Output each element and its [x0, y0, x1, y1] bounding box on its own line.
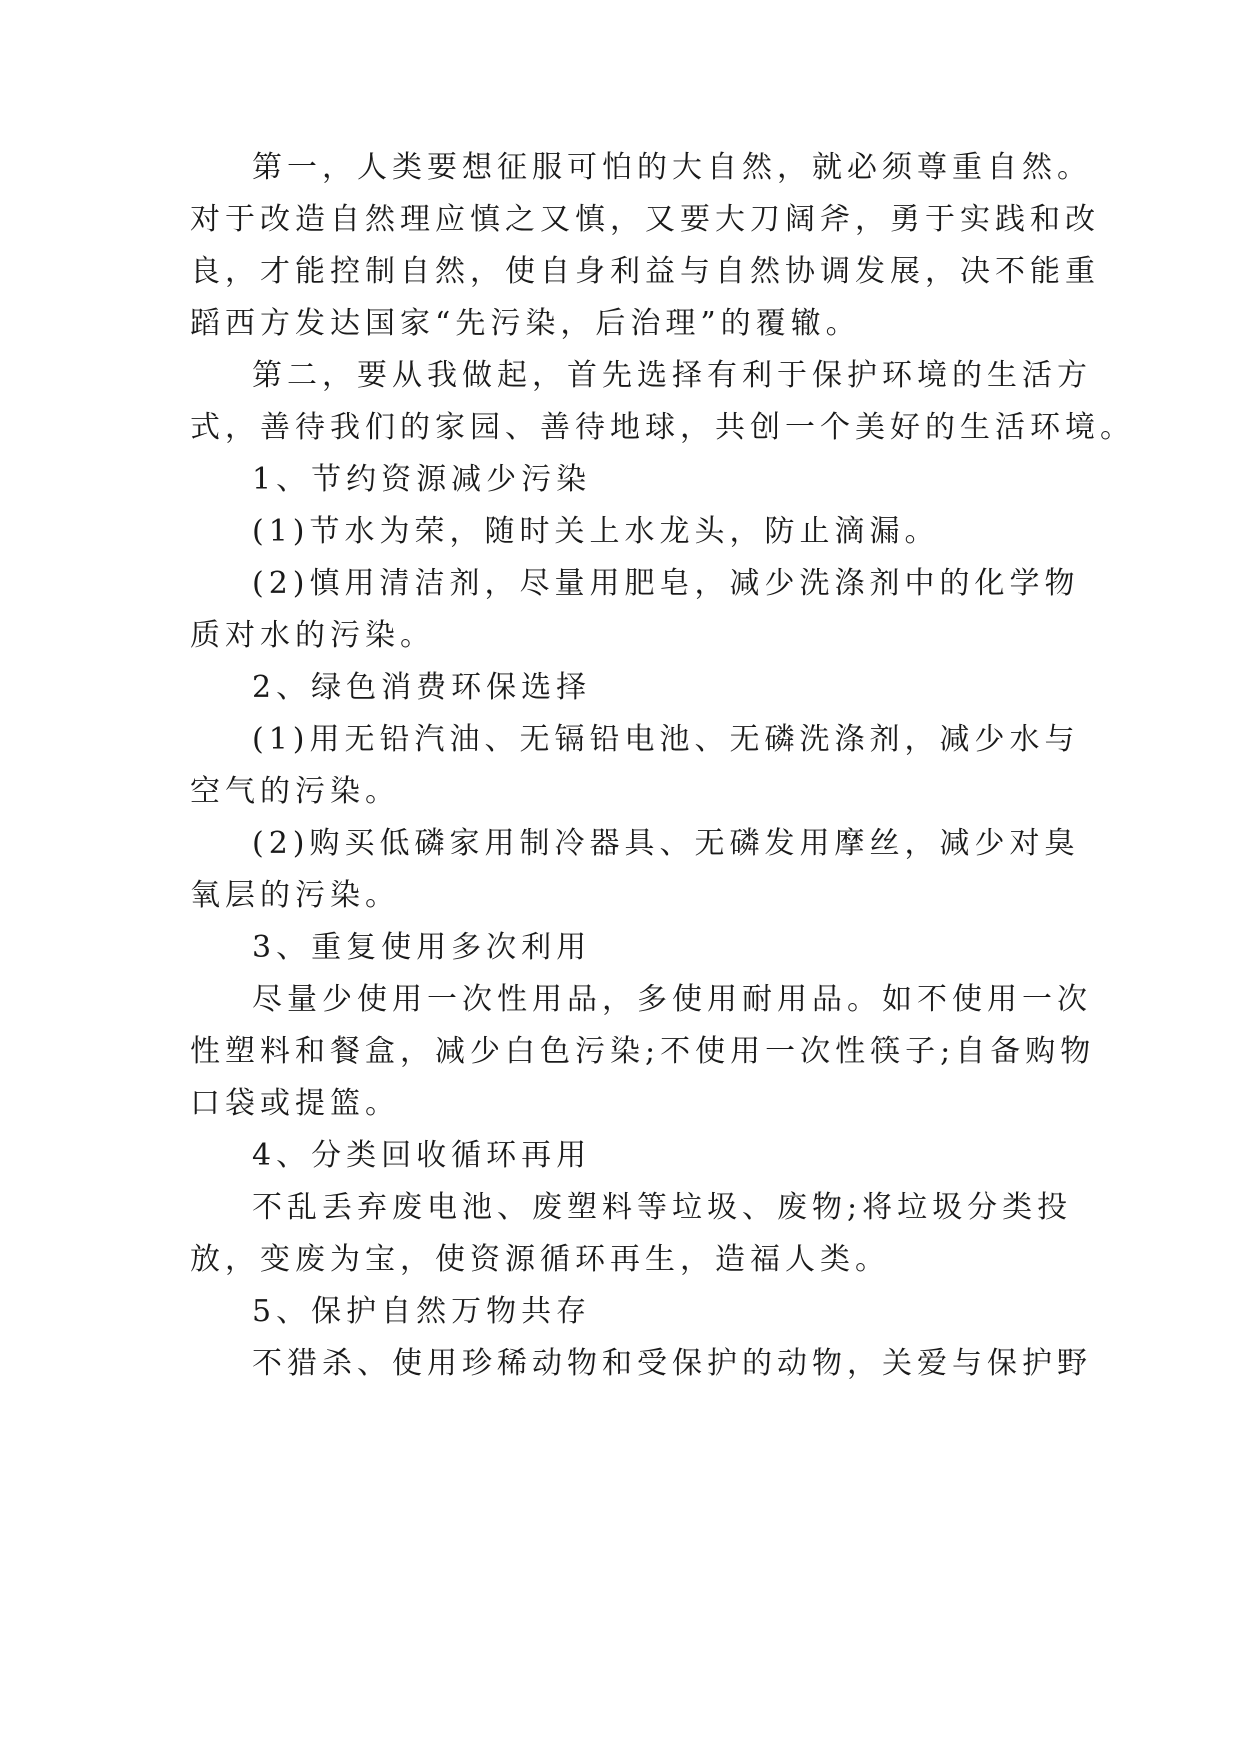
item-2-1-line-2: 空气的污染。: [190, 774, 400, 809]
item-2-2-line-2: 氧层的污染。: [190, 878, 400, 913]
paragraph-1-line-1: 第一，人类要想征服可怕的大自然，就必须尊重自然。: [252, 150, 1092, 185]
item-1-2-line-1: (2)慎用清洁剂，尽量用肥皂，减少洗涤剂中的化学物: [252, 566, 1080, 601]
item-1-1: (1)节水为荣，随时关上水龙头，防止滴漏。: [252, 514, 940, 549]
section-heading-2: 2、绿色消费环保选择: [252, 670, 592, 705]
item-2-2-line-1: (2)购买低磷家用制冷器具、无磷发用摩丝，减少对臭: [252, 826, 1080, 861]
paragraph-1-line-3: 良，才能控制自然，使自身利益与自然协调发展，决不能重: [190, 254, 1100, 289]
section-5-line-1: 不猎杀、使用珍稀动物和受保护的动物，关爱与保护野: [252, 1346, 1092, 1381]
section-3-line-3: 口袋或提篮。: [190, 1086, 400, 1121]
paragraph-1-line-4: 蹈西方发达国家“先污染，后治理”的覆辙。: [190, 306, 861, 341]
section-heading-5: 5、保护自然万物共存: [252, 1294, 592, 1329]
section-3-line-1: 尽量少使用一次性用品，多使用耐用品。如不使用一次: [252, 982, 1092, 1017]
section-3-line-2: 性塑料和餐盒，减少白色污染;不使用一次性筷子;自备购物: [190, 1034, 1096, 1069]
paragraph-2-line-1: 第二，要从我做起，首先选择有利于保护环境的生活方: [252, 358, 1092, 393]
section-4-line-2: 放，变废为宝，使资源循环再生，造福人类。: [190, 1242, 890, 1277]
section-4-line-1: 不乱丢弃废电池、废塑料等垃圾、废物;将垃圾分类投: [252, 1190, 1073, 1225]
paragraph-1-line-2: 对于改造自然理应慎之又慎，又要大刀阔斧，勇于实践和改: [190, 202, 1100, 237]
paragraph-2-line-2: 式，善待我们的家园、善待地球，共创一个美好的生活环境。: [190, 410, 1135, 445]
item-2-1-line-1: (1)用无铅汽油、无镉铅电池、无磷洗涤剂，减少水与: [252, 722, 1080, 757]
section-heading-3: 3、重复使用多次利用: [252, 930, 592, 965]
section-heading-1: 1、节约资源减少污染: [252, 462, 592, 497]
item-1-2-line-2: 质对水的污染。: [190, 618, 435, 653]
section-heading-4: 4、分类回收循环再用: [252, 1138, 592, 1173]
